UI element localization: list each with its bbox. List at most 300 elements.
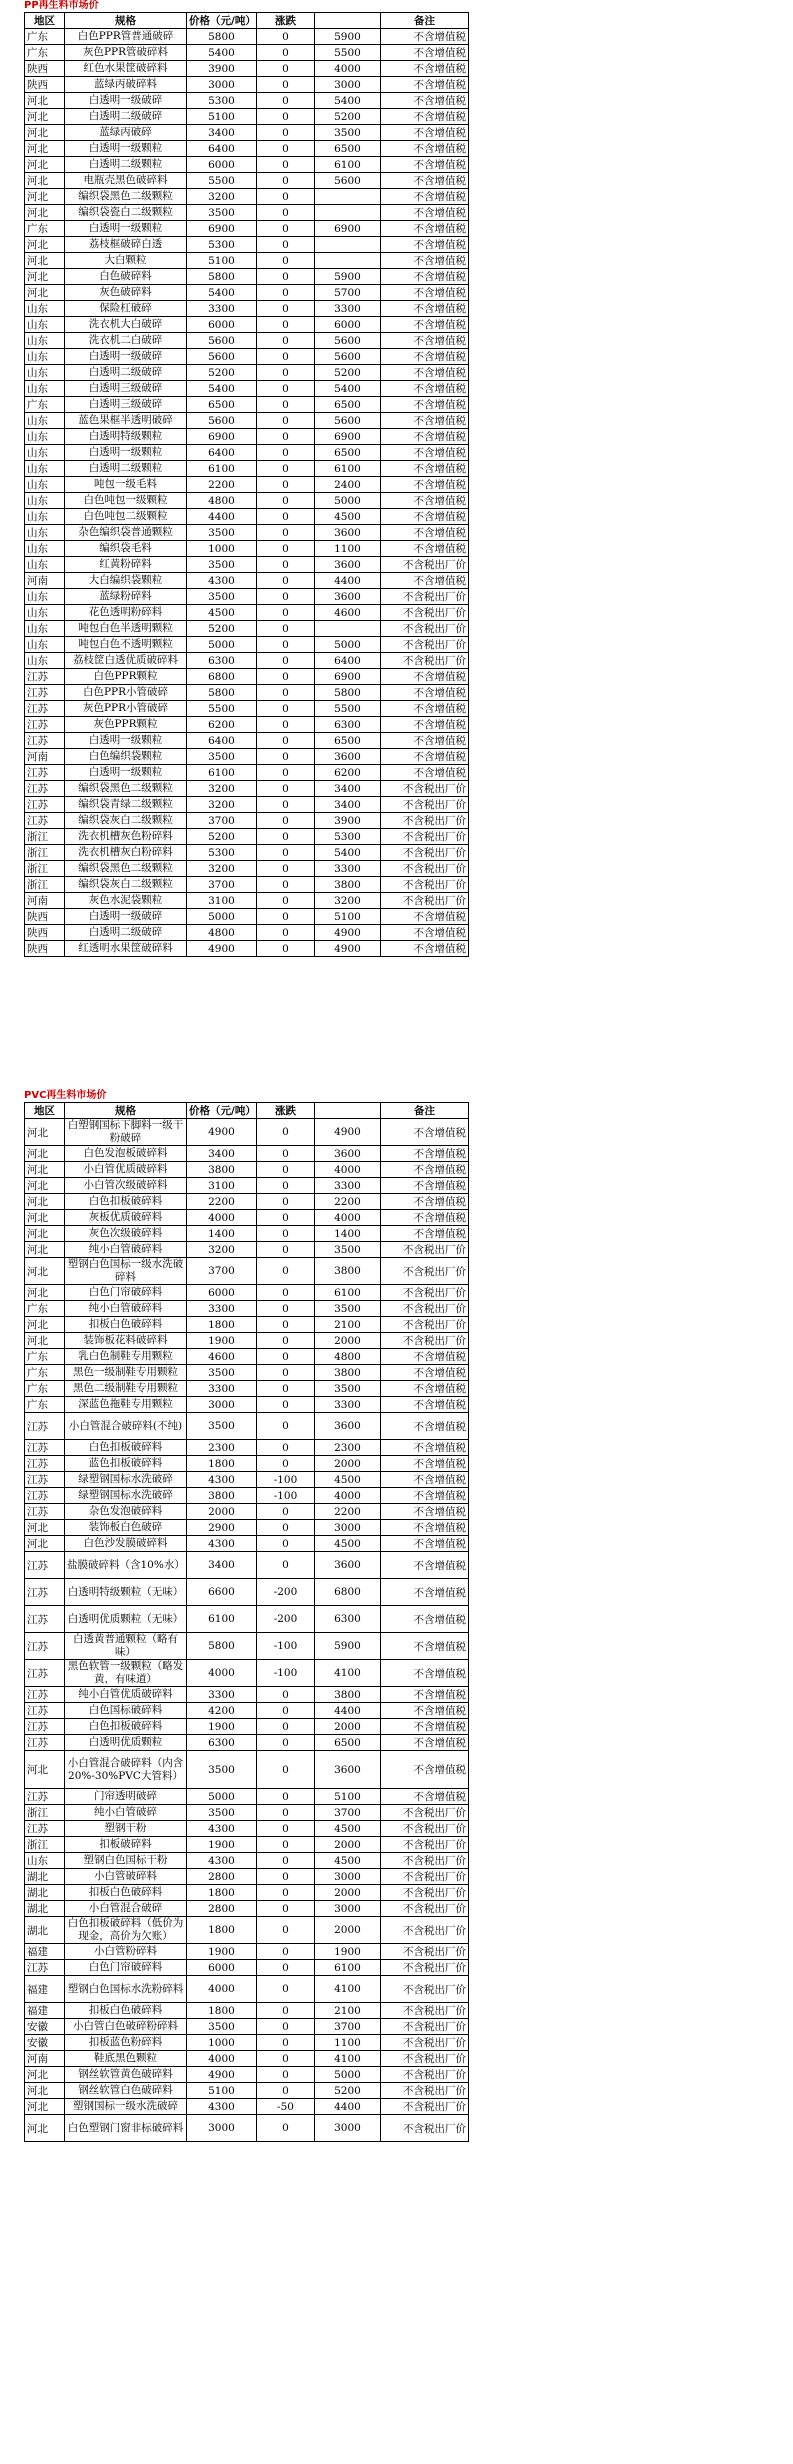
header-price: 价格（元/吨） <box>187 13 257 29</box>
table-row <box>25 749 469 765</box>
spec-cell: 钢丝软管黄色破碎料 <box>65 2067 187 2083</box>
spec-cell: 编织袋黑色二级颗粒 <box>65 781 187 797</box>
change-cell: 0 <box>257 109 315 125</box>
region-cell: 江苏 <box>25 1488 65 1504</box>
price-high-cell: 6300 <box>315 1606 381 1633</box>
note-cell: 不含税出厂价 <box>381 2115 469 2142</box>
price-high-cell: 6300 <box>315 717 381 733</box>
note-cell: 不含税出厂价 <box>381 1944 469 1960</box>
table-row <box>25 1837 469 1853</box>
price-high-cell: 4600 <box>315 605 381 621</box>
region-cell: 山东 <box>25 1853 65 1869</box>
price-cell: 2900 <box>187 1520 257 1536</box>
note-cell: 不含增值税 <box>381 1119 469 1146</box>
change-cell: 0 <box>257 93 315 109</box>
region-cell: 江苏 <box>25 1633 65 1660</box>
spec-cell: 灰色PPR管破碎料 <box>65 45 187 61</box>
price-high-cell: 5400 <box>315 381 381 397</box>
price-high-cell: 4500 <box>315 1536 381 1552</box>
price-high-cell: 5200 <box>315 109 381 125</box>
spec-cell: 纯小白管破碎 <box>65 1805 187 1821</box>
price-cell: 3900 <box>187 61 257 77</box>
note-cell: 不含增值税 <box>381 1719 469 1735</box>
price-cell: 6100 <box>187 461 257 477</box>
price-high-cell: 3700 <box>315 2019 381 2035</box>
table-row <box>25 381 469 397</box>
spec-cell: 保险杠破碎 <box>65 301 187 317</box>
spec-cell: 吨包白色半透明颗粒 <box>65 621 187 637</box>
table-row <box>25 1805 469 1821</box>
note-cell: 不含增值税 <box>381 669 469 685</box>
price-high-cell: 4900 <box>315 925 381 941</box>
region-cell: 河北 <box>25 2099 65 2115</box>
price-cell: 5000 <box>187 637 257 653</box>
note-cell: 不含增值税 <box>381 429 469 445</box>
change-cell: 0 <box>257 1917 315 1944</box>
change-cell: 0 <box>257 2067 315 2083</box>
table-row <box>25 205 469 221</box>
spec-cell: 深蓝色拖鞋专用颗粒 <box>65 1397 187 1413</box>
change-cell: 0 <box>257 493 315 509</box>
table-row <box>25 1349 469 1365</box>
price-high-cell: 4100 <box>315 1976 381 2003</box>
price-cell: 5400 <box>187 381 257 397</box>
change-cell: 0 <box>257 525 315 541</box>
spec-cell: 绿塑钢国标水洗破碎 <box>65 1472 187 1488</box>
change-cell: 0 <box>257 781 315 797</box>
header-region: 地区 <box>25 13 65 29</box>
price-cell: 4000 <box>187 1976 257 2003</box>
change-cell: 0 <box>257 637 315 653</box>
change-cell: 0 <box>257 541 315 557</box>
spec-cell: 白色塑钢门窗非标破碎料 <box>65 2115 187 2142</box>
price-high-cell: 5100 <box>315 1789 381 1805</box>
spec-cell: 扣板白色破碎料 <box>65 1317 187 1333</box>
region-cell: 陕西 <box>25 909 65 925</box>
region-cell: 河北 <box>25 1162 65 1178</box>
price-cell: 4300 <box>187 1472 257 1488</box>
region-cell: 河北 <box>25 1210 65 1226</box>
change-cell: 0 <box>257 1301 315 1317</box>
price-cell: 4000 <box>187 1660 257 1687</box>
spec-cell: 荔枝筐白透优质破碎料 <box>65 653 187 669</box>
price-cell: 1800 <box>187 1317 257 1333</box>
note-cell: 不含税出厂价 <box>381 1869 469 1885</box>
price-high-cell: 2000 <box>315 1837 381 1853</box>
price-high-cell: 2000 <box>315 1885 381 1901</box>
change-cell: 0 <box>257 253 315 269</box>
note-cell: 不含增值税 <box>381 93 469 109</box>
spec-cell: 盐膜破碎料（含10%水） <box>65 1552 187 1579</box>
region-cell: 河北 <box>25 189 65 205</box>
table-row <box>25 285 469 301</box>
price-high-cell: 2000 <box>315 1917 381 1944</box>
table-row <box>25 637 469 653</box>
price-cell: 4300 <box>187 2099 257 2115</box>
region-cell: 江苏 <box>25 685 65 701</box>
note-cell: 不含增值税 <box>381 253 469 269</box>
region-cell: 江苏 <box>25 1413 65 1440</box>
region-cell: 广东 <box>25 1301 65 1317</box>
price-cell: 3200 <box>187 189 257 205</box>
region-cell: 河北 <box>25 1194 65 1210</box>
note-cell: 不含增值税 <box>381 269 469 285</box>
change-cell: 0 <box>257 1440 315 1456</box>
spec-cell: 白色吨包二级颗粒 <box>65 509 187 525</box>
table-row <box>25 141 469 157</box>
table-row <box>25 1413 469 1440</box>
note-cell: 不含增值税 <box>381 525 469 541</box>
price-high-cell: 5600 <box>315 413 381 429</box>
price-high-cell: 5700 <box>315 285 381 301</box>
spec-cell: 扣板破碎料 <box>65 1837 187 1853</box>
note-cell: 不含增值税 <box>381 205 469 221</box>
note-cell: 不含增值税 <box>381 1210 469 1226</box>
change-cell: 0 <box>257 1178 315 1194</box>
price-high-cell: 4800 <box>315 1349 381 1365</box>
price-high-cell: 5000 <box>315 2067 381 2083</box>
region-cell: 江苏 <box>25 717 65 733</box>
price-high-cell: 3600 <box>315 1146 381 1162</box>
price-high-cell: 4100 <box>315 1660 381 1687</box>
change-cell: 0 <box>257 1837 315 1853</box>
region-cell: 山东 <box>25 461 65 477</box>
price-high-cell: 5600 <box>315 349 381 365</box>
table-row <box>25 29 469 45</box>
note-cell: 不含税出厂价 <box>381 605 469 621</box>
spec-cell: 小白管混合破碎料（内含20%-30%PVC大管料） <box>65 1751 187 1789</box>
price-cell: 5400 <box>187 285 257 301</box>
note-cell: 不含增值税 <box>381 141 469 157</box>
price-cell: 3100 <box>187 1178 257 1194</box>
table-row <box>25 605 469 621</box>
price-high-cell: 6500 <box>315 141 381 157</box>
note-cell: 不含税出厂价 <box>381 637 469 653</box>
region-cell: 江苏 <box>25 1719 65 1735</box>
price-cell: 3200 <box>187 1242 257 1258</box>
region-cell: 山东 <box>25 365 65 381</box>
change-cell: 0 <box>257 1885 315 1901</box>
spec-cell: 洗衣机二白破碎 <box>65 333 187 349</box>
table-row <box>25 1536 469 1552</box>
region-cell: 陕西 <box>25 61 65 77</box>
note-cell: 不含增值税 <box>381 493 469 509</box>
price-cell: 3500 <box>187 589 257 605</box>
region-cell: 山东 <box>25 653 65 669</box>
change-cell: 0 <box>257 205 315 221</box>
change-cell: -100 <box>257 1660 315 1687</box>
spec-cell: 白色PPR管普通破碎 <box>65 29 187 45</box>
table-row <box>25 1472 469 1488</box>
note-cell: 不含增值税 <box>381 1703 469 1719</box>
spec-cell: 编织袋灰白二级颗粒 <box>65 877 187 893</box>
table-row <box>25 1301 469 1317</box>
spec-cell: 白透明二级颗粒 <box>65 461 187 477</box>
change-cell: 0 <box>257 749 315 765</box>
price-high-cell: 4500 <box>315 1853 381 1869</box>
table-row <box>25 1703 469 1719</box>
price-cell: 5400 <box>187 45 257 61</box>
spec-cell: 编织袋毛料 <box>65 541 187 557</box>
region-cell: 河北 <box>25 1536 65 1552</box>
spec-cell: 白色编织袋颗粒 <box>65 749 187 765</box>
price-high-cell: 3800 <box>315 1258 381 1285</box>
table-row <box>25 1917 469 1944</box>
table-row <box>25 1119 469 1146</box>
spec-cell: 绿塑钢国标水洗破碎 <box>65 1488 187 1504</box>
region-cell: 安徽 <box>25 2019 65 2035</box>
price-cell: 5800 <box>187 685 257 701</box>
spec-cell: 纯小白管破碎料 <box>65 1301 187 1317</box>
region-cell: 浙江 <box>25 861 65 877</box>
price-high-cell: 6100 <box>315 461 381 477</box>
spec-cell: 小白管粉碎料 <box>65 1944 187 1960</box>
change-cell: 0 <box>257 1333 315 1349</box>
spec-cell: 洗衣机大白破碎 <box>65 317 187 333</box>
note-cell: 不含增值税 <box>381 1194 469 1210</box>
spec-cell: 小白管优质破碎料 <box>65 1162 187 1178</box>
price-cell: 1800 <box>187 1917 257 1944</box>
change-cell: 0 <box>257 765 315 781</box>
change-cell: 0 <box>257 317 315 333</box>
region-cell: 浙江 <box>25 1805 65 1821</box>
price-cell: 5600 <box>187 333 257 349</box>
region-cell: 浙江 <box>25 845 65 861</box>
change-cell: -100 <box>257 1472 315 1488</box>
table-row <box>25 1504 469 1520</box>
change-cell: 0 <box>257 61 315 77</box>
price-high-cell: 5600 <box>315 333 381 349</box>
region-cell: 河南 <box>25 573 65 589</box>
price-cell: 4000 <box>187 2051 257 2067</box>
region-cell: 河北 <box>25 269 65 285</box>
price-cell: 4900 <box>187 941 257 957</box>
table-row <box>25 1520 469 1536</box>
price-high-cell: 3300 <box>315 1397 381 1413</box>
price-high-cell: 2000 <box>315 1719 381 1735</box>
change-cell: 0 <box>257 1226 315 1242</box>
region-cell: 陕西 <box>25 925 65 941</box>
price-high-cell: 6400 <box>315 653 381 669</box>
note-cell: 不含增值税 <box>381 541 469 557</box>
header-change: 涨跌 <box>257 13 315 29</box>
change-cell: 0 <box>257 1821 315 1837</box>
price-high-cell: 4100 <box>315 2051 381 2067</box>
note-cell: 不含增值税 <box>381 157 469 173</box>
spec-cell: 白透明一级颗粒 <box>65 221 187 237</box>
price-cell: 3100 <box>187 893 257 909</box>
price-cell: 4300 <box>187 1853 257 1869</box>
region-cell: 山东 <box>25 605 65 621</box>
region-cell: 河北 <box>25 109 65 125</box>
spec-cell: 塑钢国标一级水洗破碎 <box>65 2099 187 2115</box>
spec-cell: 门帘透明破碎 <box>65 1789 187 1805</box>
change-cell: 0 <box>257 1258 315 1285</box>
change-cell: 0 <box>257 333 315 349</box>
price-cell: 3700 <box>187 877 257 893</box>
note-cell: 不含增值税 <box>381 1504 469 1520</box>
header-price: 价格（元/吨） <box>187 1103 257 1119</box>
table-row <box>25 621 469 637</box>
change-cell: 0 <box>257 941 315 957</box>
price-high-cell: 3600 <box>315 1751 381 1789</box>
price-high-cell: 3600 <box>315 557 381 573</box>
spec-cell: 塑钢白色国标干粉 <box>65 1853 187 1869</box>
price-cell: 5600 <box>187 413 257 429</box>
table-row <box>25 77 469 93</box>
price-high-cell: 6800 <box>315 1579 381 1606</box>
spec-cell: 花色透明粉碎料 <box>65 605 187 621</box>
price-high-cell <box>315 189 381 205</box>
price-high-cell: 3000 <box>315 1520 381 1536</box>
price-cell: 6300 <box>187 653 257 669</box>
spec-cell: 白透明二级破碎 <box>65 365 187 381</box>
spec-cell: 杂色发泡破碎料 <box>65 1504 187 1520</box>
price-cell: 4500 <box>187 605 257 621</box>
table-row <box>25 797 469 813</box>
price-high-cell: 3400 <box>315 797 381 813</box>
table-row <box>25 1869 469 1885</box>
note-cell: 不含税出厂价 <box>381 2003 469 2019</box>
change-cell: 0 <box>257 1162 315 1178</box>
price-high-cell: 6900 <box>315 221 381 237</box>
spec-cell: 白色门帘破碎料 <box>65 1960 187 1976</box>
price-high-cell <box>315 621 381 637</box>
price-high-cell: 3400 <box>315 781 381 797</box>
spec-cell: 灰色次级破碎料 <box>65 1226 187 1242</box>
pp-section <box>24 0 468 957</box>
change-cell: 0 <box>257 621 315 637</box>
spec-cell: 白透明一级颗粒 <box>65 733 187 749</box>
note-cell: 不含税出厂价 <box>381 1976 469 2003</box>
price-cell: 1800 <box>187 1456 257 1472</box>
price-high-cell: 3800 <box>315 877 381 893</box>
price-cell: 6900 <box>187 221 257 237</box>
price-high-cell: 2100 <box>315 1317 381 1333</box>
change-cell: 0 <box>257 2035 315 2051</box>
spec-cell: 塑钢白色国标一级水洗破碎料 <box>65 1258 187 1285</box>
change-cell: -100 <box>257 1488 315 1504</box>
spec-cell: 白色PPR颗粒 <box>65 669 187 685</box>
price-cell: 2200 <box>187 477 257 493</box>
region-cell: 山东 <box>25 317 65 333</box>
region-cell: 山东 <box>25 349 65 365</box>
region-cell: 江苏 <box>25 1472 65 1488</box>
price-high-cell: 5600 <box>315 173 381 189</box>
spec-cell: 白色吨包一级颗粒 <box>65 493 187 509</box>
price-high-cell: 6200 <box>315 765 381 781</box>
price-high-cell: 5000 <box>315 493 381 509</box>
price-cell: 4900 <box>187 1119 257 1146</box>
price-cell: 1900 <box>187 1719 257 1735</box>
spec-cell: 大白编织袋颗粒 <box>65 573 187 589</box>
price-cell: 4400 <box>187 509 257 525</box>
price-high-cell: 1400 <box>315 1226 381 1242</box>
price-cell: 1800 <box>187 1885 257 1901</box>
change-cell: 0 <box>257 1944 315 1960</box>
note-cell: 不含增值税 <box>381 1162 469 1178</box>
price-cell: 4300 <box>187 573 257 589</box>
price-high-cell: 3000 <box>315 1869 381 1885</box>
price-cell: 1900 <box>187 1944 257 1960</box>
note-cell: 不含增值税 <box>381 109 469 125</box>
region-cell: 河北 <box>25 253 65 269</box>
change-cell: 0 <box>257 2019 315 2035</box>
spec-cell: 钢丝软管白色破碎料 <box>65 2083 187 2099</box>
price-high-cell: 5300 <box>315 829 381 845</box>
price-high-cell <box>315 237 381 253</box>
spec-cell: 纯小白管破碎料 <box>65 1242 187 1258</box>
change-cell: 0 <box>257 1194 315 1210</box>
note-cell: 不含增值税 <box>381 45 469 61</box>
table-row <box>25 1552 469 1579</box>
region-cell: 广东 <box>25 1397 65 1413</box>
price-high-cell: 5500 <box>315 701 381 717</box>
price-high-cell: 3500 <box>315 1242 381 1258</box>
price-cell: 5300 <box>187 237 257 253</box>
region-cell: 山东 <box>25 429 65 445</box>
region-cell: 河北 <box>25 173 65 189</box>
price-high-cell: 3300 <box>315 301 381 317</box>
region-cell: 河北 <box>25 2067 65 2083</box>
note-cell: 不含增值税 <box>381 1365 469 1381</box>
table-row <box>25 669 469 685</box>
change-cell: 0 <box>257 349 315 365</box>
spec-cell: 杂色编织袋普通颗粒 <box>65 525 187 541</box>
price-high-cell: 3600 <box>315 589 381 605</box>
region-cell: 河北 <box>25 2083 65 2099</box>
note-cell: 不含增值税 <box>381 701 469 717</box>
spec-cell: 白色PPR小管破碎 <box>65 685 187 701</box>
region-cell: 广东 <box>25 221 65 237</box>
region-cell: 福建 <box>25 1976 65 2003</box>
table-row <box>25 557 469 573</box>
table-row <box>25 125 469 141</box>
spec-cell: 扣板白色破碎料 <box>65 2003 187 2019</box>
region-cell: 河南 <box>25 893 65 909</box>
spec-cell: 红黄粉碎料 <box>65 557 187 573</box>
table-row <box>25 1606 469 1633</box>
region-cell: 江苏 <box>25 797 65 813</box>
price-high-cell: 6500 <box>315 1735 381 1751</box>
price-high-cell: 5500 <box>315 45 381 61</box>
price-cell: 5800 <box>187 29 257 45</box>
price-cell: 4300 <box>187 1821 257 1837</box>
note-cell: 不含税出厂价 <box>381 1853 469 1869</box>
price-cell: 5200 <box>187 829 257 845</box>
price-cell: 3500 <box>187 1805 257 1821</box>
spec-cell: 白透明一级颗粒 <box>65 445 187 461</box>
change-cell: 0 <box>257 269 315 285</box>
change-cell: 0 <box>257 29 315 45</box>
change-cell: 0 <box>257 221 315 237</box>
note-cell: 不含增值税 <box>381 1579 469 1606</box>
spec-cell: 白透明一级颗粒 <box>65 765 187 781</box>
note-cell: 不含增值税 <box>381 1146 469 1162</box>
change-cell: -200 <box>257 1579 315 1606</box>
table-row <box>25 189 469 205</box>
note-cell: 不含税出厂价 <box>381 1301 469 1317</box>
note-cell: 不含增值税 <box>381 685 469 701</box>
change-cell: 0 <box>257 701 315 717</box>
note-cell: 不含税出厂价 <box>381 1837 469 1853</box>
table-row <box>25 445 469 461</box>
note-cell: 不含增值税 <box>381 733 469 749</box>
spec-cell: 白透明特级颗粒 <box>65 429 187 445</box>
price-high-cell: 5000 <box>315 637 381 653</box>
price-cell: 3400 <box>187 1146 257 1162</box>
price-high-cell: 4900 <box>315 1119 381 1146</box>
